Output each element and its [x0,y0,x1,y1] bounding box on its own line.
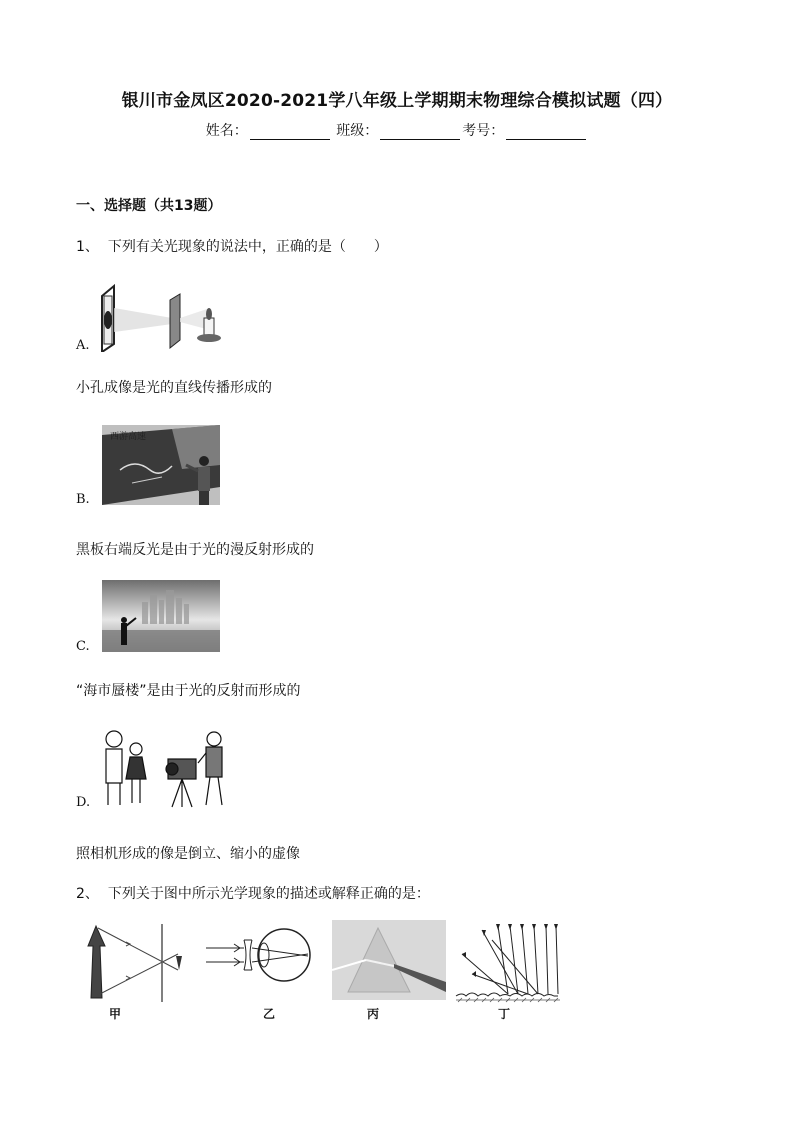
figure-label-ding: 丁 [497,1007,510,1021]
question-1 [76,236,388,256]
question-number: 2、 [76,886,99,902]
figure-label-yi: 乙 [262,1007,275,1021]
class-blank[interactable] [380,125,460,140]
page-title: 银川市金凤区2020-2021学八年级上学期期末物理综合模拟试题（四） [121,91,673,111]
figure-label-bing: 丙 [366,1007,379,1021]
name-label: 姓名： [205,123,248,139]
option-a-text: 小孔成像是光的直线传播形成的 [76,380,272,396]
camera-cartoon-icon [100,725,232,810]
option-b-text: 黑板右端反光是由于光的漫反射形成的 [76,542,314,558]
section-title: 一、选择题（共13题） [76,198,222,214]
option-d-letter: D. [76,795,91,810]
pinhole-arrow-diagram [78,922,196,1004]
class-label: 班级： [336,123,379,139]
option-c-letter: C. [76,639,90,654]
pinhole-camera-icon [100,278,228,352]
diffuse-reflection-diagram [452,920,564,1004]
question-stem: 下列有关光现象的说法中，正确的是（ ） [107,239,388,255]
student-info-line [0,120,794,140]
option-d-text: 照相机形成的像是倒立、缩小的虚像 [76,846,300,862]
blackboard-teacher-photo [102,425,220,505]
option-b-letter: B. [76,492,90,507]
question-number: 1、 [76,239,99,255]
mirage-photo [102,580,220,652]
eye-lens-diagram [204,922,316,986]
figure-label-jia: 甲 [108,1007,121,1021]
option-a-letter: A. [76,338,90,353]
exam-no-label: 考号： [462,123,505,139]
exam-no-blank[interactable] [506,125,586,140]
question-2 [76,883,430,903]
name-blank[interactable] [250,125,330,140]
question-stem: 下列关于图中所示光学现象的描述或解释正确的是： [107,886,430,902]
option-c-text: “海市蜃楼”是由于光的反射而形成的 [76,683,301,699]
prism-dispersion-diagram [332,920,446,1000]
svg-text:西游高速: 西游高速 [110,432,147,442]
